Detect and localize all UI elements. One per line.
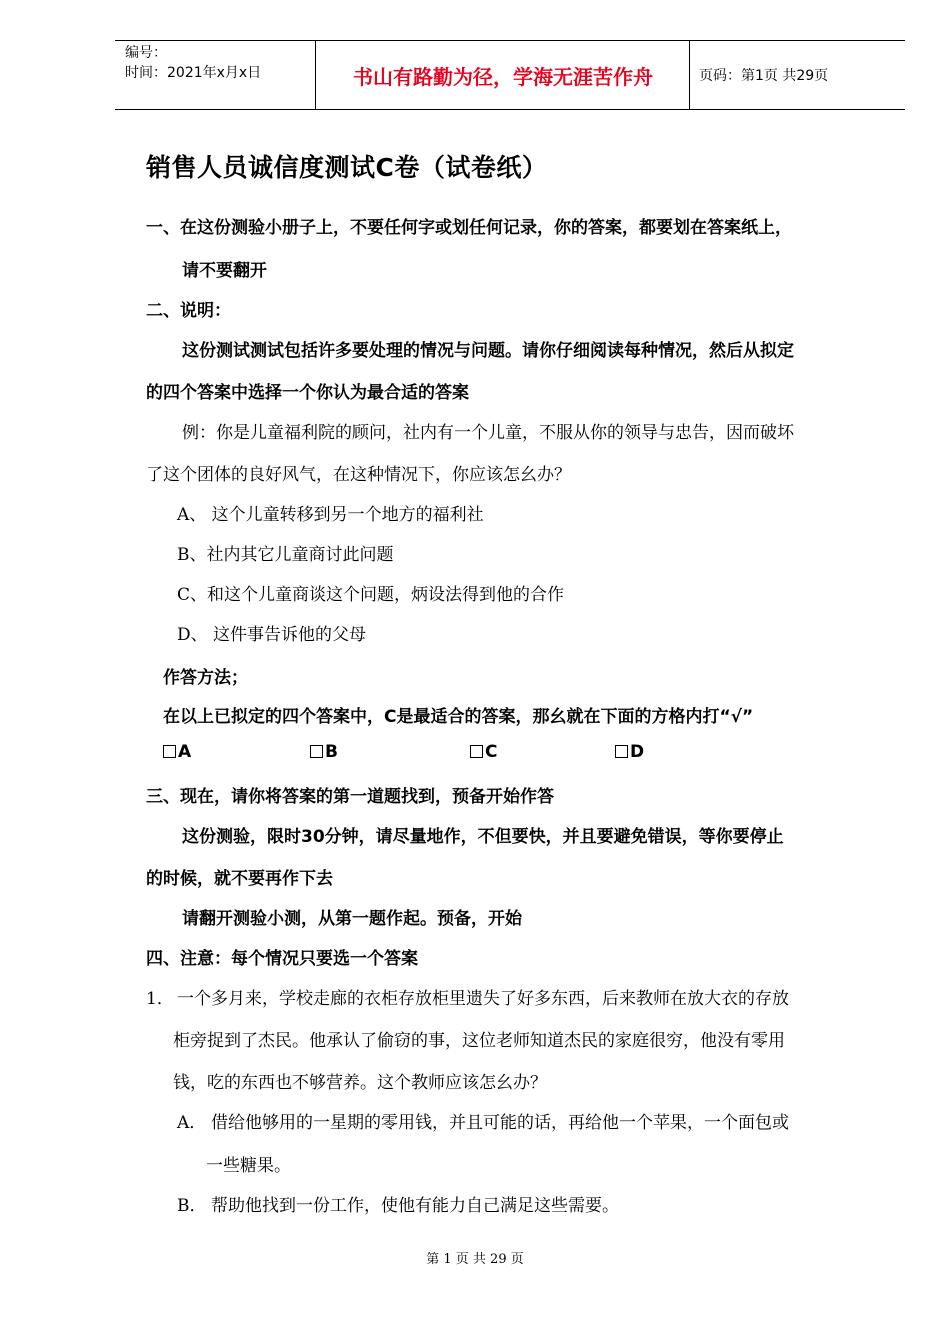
section-3-paragraph-line-1: 这份测验，限时30分钟，请尽量地作，不但要快，并且要避免错误，等你要停止 xyxy=(182,827,784,847)
checkbox-label: C xyxy=(485,742,498,762)
section-1-line-1: 一、在这份测验小册子上，不要任何字或划任何记录，你的答案，都要划在答案纸上， xyxy=(146,218,792,238)
question-1-line-1: 一个多月来，学校走廊的衣柜存放柜里遗失了好多东西，后来教师在放大衣的存放 xyxy=(177,989,789,1009)
header-page-number: 页码：第1页 共29页 xyxy=(699,68,829,84)
question-1-option-a-label: A． xyxy=(177,1113,207,1133)
checkbox-c[interactable] xyxy=(470,742,497,762)
method-heading: 作答方法； xyxy=(163,668,248,688)
question-1-line-3: 钱，吃的东西也不够营养。这个教师应该怎幺办？ xyxy=(173,1073,547,1093)
method-text: 在以上已拟定的四个答案中，C是最适合的答案，那幺就在下面的方格内打“√” xyxy=(163,707,754,727)
example-option-b: B、社内其它儿童商讨此问题 xyxy=(177,545,394,565)
page-footer: 第 1 页 共 29 页 xyxy=(426,1252,524,1267)
time-label: 时间：2021年x月x日 xyxy=(125,65,262,81)
section-2-paragraph-line-1: 这份测试测试包括许多要处理的情况与问题。请你仔细阅读每种情况，然后从拟定 xyxy=(182,341,794,361)
example-option-a: A、 这个儿童转移到另一个地方的福利社 xyxy=(177,505,484,525)
question-1-option-b-line-1: 帮助他找到一份工作，使他有能力自己满足这些需要。 xyxy=(211,1196,619,1216)
header-divider xyxy=(689,41,690,109)
checkbox-icon xyxy=(310,745,323,758)
section-2-paragraph-line-2: 的四个答案中选择一个你认为最合适的答案 xyxy=(146,383,469,403)
example-option-d: D、 这件事告诉他的父母 xyxy=(177,625,367,645)
checkbox-b[interactable] xyxy=(310,742,338,762)
checkbox-icon xyxy=(470,745,483,758)
page-header xyxy=(115,40,905,110)
example-option-c: C、和这个儿童商谈这个问题，炳设法得到他的合作 xyxy=(177,585,565,605)
section-2-heading: 二、说明： xyxy=(146,301,231,321)
header-divider xyxy=(315,41,316,109)
code-label: 编号： xyxy=(125,45,167,61)
section-4-heading: 四、注意：每个情况只要选一个答案 xyxy=(146,949,418,969)
example-line-2: 了这个团体的良好风气，在这种情况下，你应该怎幺办？ xyxy=(146,465,571,485)
header-motto: 书山有路勤为径，学海无涯苦作舟 xyxy=(353,65,653,89)
checkbox-a[interactable] xyxy=(163,742,191,762)
example-line-1: 例：你是儿童福利院的顾问，社内有一个儿童，不服从你的领导与忠告，因而破坏 xyxy=(182,423,794,443)
header-meta xyxy=(125,43,261,83)
checkbox-d[interactable] xyxy=(615,742,644,762)
document-title: 销售人员诚信度测试C卷（试卷纸） xyxy=(146,153,548,182)
checkbox-label: B xyxy=(325,742,338,762)
section-3-paragraph-line-2: 的时候，就不要再作下去 xyxy=(146,869,333,889)
question-1-option-a-line-2: 一些糖果。 xyxy=(206,1156,291,1176)
checkbox-icon xyxy=(615,745,628,758)
section-1-line-2: 请不要翻开 xyxy=(182,261,267,281)
checkbox-label: D xyxy=(630,742,645,762)
section-3-heading: 三、现在，请你将答案的第一道题找到，预备开始作答 xyxy=(146,787,554,807)
checkbox-icon xyxy=(163,745,176,758)
question-1-option-a-line-1: 借给他够用的一星期的零用钱，并且可能的话，再给他一个苹果，一个面包或 xyxy=(211,1113,789,1133)
question-1-line-2: 柜旁捉到了杰民。他承认了偷窃的事，这位老师知道杰民的家庭很穷，他没有零用 xyxy=(173,1031,785,1051)
question-1-option-b-label: B． xyxy=(177,1196,207,1216)
checkbox-label: A xyxy=(178,742,192,762)
question-1-number: 1． xyxy=(146,989,174,1009)
section-3-start-line: 请翻开测验小测，从第一题作起。预备，开始 xyxy=(182,909,522,929)
